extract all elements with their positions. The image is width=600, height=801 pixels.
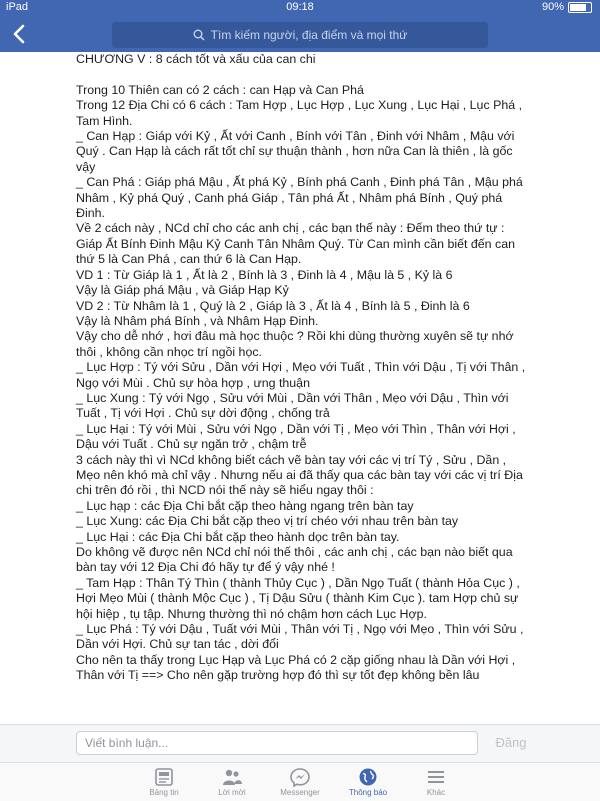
- post-line: _ Can Phá : Giáp phá Mậu , Ất phá Kỷ , Bính phá Canh , Đinh phá Tân , Mậu phá Nhâm , Kỷ phá Quý , Canh phá Giáp , Tân phá Ất , Nhâm phá Bính , Quý phá Đinh.: [76, 175, 527, 221]
- post-line: VD 2 : Từ Nhâm là 1 , Quý là 2 , Giáp là 3 , Ất là 4 , Bính là 5 , Đinh là 6: [76, 298, 470, 313]
- notifications-globe-icon: [357, 766, 379, 788]
- post-line: _ Lục Phá : Tý với Dậu , Tuất với Mùi , Thân với Tị , Ngọ với Mẹo , Thìn với Sửu , Dần với Hợi. Chủ sự tan tác , dời đổi: [76, 622, 527, 652]
- tab-label: Thông báo: [348, 788, 388, 797]
- carrier-label: iPad: [6, 1, 29, 13]
- tab-notifications-globe[interactable]: [334, 763, 402, 801]
- clock: 09:18: [286, 1, 314, 13]
- battery-icon: [568, 2, 592, 13]
- post-line: _ Lục hạp : các Địa Chi bắt cặp theo hàng ngang trên bàn tay: [76, 498, 414, 513]
- post-line: Về 2 cách này , NCd chỉ cho các anh chị , các bạn thế này : Đếm theo thứ tự : Giáp Ất Bính Đinh Mậu Kỷ Canh Tân Nhâm Quý. Từ Can mình cần biết đến can thứ 5 là Can Phá , can thứ 6 là Can Hạp.: [76, 221, 519, 267]
- bottom-tab-bar: [0, 762, 600, 801]
- post-line: _ Tam Hạp : Thân Tý Thìn ( thành Thủy Cục ) , Dần Ngọ Tuất ( thành Hỏa Cục ) , Hợi Mẹo Mùi ( thành Mộc Cục ) , Tị Dậu Sửu ( thành Kim Cục ). tam Hợp chủ sự hội hiệp , tụ tập. Nhưng thường thì nó chậm hơn cách Lục Hợp.: [76, 575, 524, 621]
- top-nav-bar: [0, 16, 600, 52]
- post-line: Vậy là Nhâm phá Bính , và Nhâm Hạp Đinh.: [76, 313, 319, 328]
- post-line: Trong 10 Thiên can có 2 cách : can Hạp và Can Phá: [76, 82, 364, 97]
- status-bar: [0, 0, 600, 16]
- post-comment-button[interactable]: Đăng: [495, 735, 527, 750]
- post-line: _ Lục Xung: các Địa Chi bắt cặp theo vị trí chéo với nhau trên bàn tay: [76, 514, 459, 529]
- post-text: [76, 52, 528, 724]
- post-line: Do không vẽ được nên NCd chỉ nói thế thôi , các anh chị , các bạn nào biết qua bàn tay với 12 Địa Chi đó hãy tự để ý vậy nhé !: [76, 545, 517, 575]
- post-line: Vậy là Giáp phá Mậu , và Giáp Hạp Kỷ: [76, 283, 289, 298]
- back-arrow-icon[interactable]: [8, 22, 32, 46]
- menu-icon: [425, 766, 447, 788]
- post-line: Vậy cho dễ nhớ , hơi đâu mà học thuộc ? Rồi khi dùng thường xuyên sẽ tự nhớ thôi , không cần nhọc trí ngồi học.: [76, 329, 518, 359]
- tab-news-feed[interactable]: [130, 763, 198, 801]
- comment-bar: [0, 724, 600, 763]
- post-line: CHƯƠNG V : 8 cách tốt và xấu của can chi: [76, 52, 316, 66]
- news-feed-icon: [153, 766, 175, 788]
- tab-friend-requests[interactable]: [198, 763, 266, 801]
- battery-indicator: [542, 1, 592, 13]
- search-icon: [193, 29, 205, 41]
- tab-label: Lời mời: [218, 788, 246, 797]
- search-placeholder: Tìm kiếm người, địa điểm và mọi thứ: [210, 28, 408, 42]
- battery-fill: [570, 4, 586, 11]
- tab-label: Bảng tin: [149, 788, 179, 797]
- friend-requests-icon: [221, 766, 243, 788]
- post-line: _ Lục Hại : Tý với Mùi , Sửu với Ngọ , Dần với Tị , Mẹo với Thìn , Thân với Hợi , Dậu với Tuất . Chủ sự ngăn trở , chậm trễ: [76, 421, 520, 452]
- post-line: Cho nên ta thấy trong Lục Hạp và Lục Phá có 2 cặp giống nhau là Dần với Hợi , Thân với Tị ==> Cho nên gặp trường hợp đó thì sự tốt đẹp không bền lâu: [76, 652, 519, 683]
- post-line: 3 cách này thì vì NCd không biết cách vẽ bàn tay với các vị trí Tý , Sửu , Dần , Mẹo nên khó mà chỉ vậy . Nhưng nếu ai đã thấy qua các bàn tay với các vị trí Địa chi trên đó rồi , thì NCD nói thế này sẽ hiểu ngay thôi :: [76, 452, 527, 498]
- comment-input[interactable]: Viết bình luận...: [76, 731, 478, 755]
- search-input[interactable]: [112, 22, 488, 48]
- post-line: _ Lục Xung : Tý với Ngọ , Sửu với Mùi , Dần với Thân , Mẹo với Dậu , Thìn với Tuất , Tị với Hợi . Chủ sự dời động , chống trả: [76, 390, 512, 421]
- tab-messenger[interactable]: [266, 763, 334, 801]
- tab-label: Khác: [426, 788, 446, 797]
- post-line: [76, 67, 528, 82]
- messenger-icon: [289, 766, 311, 788]
- battery-percent: 90%: [541, 1, 564, 13]
- tab-label: Messenger: [280, 788, 320, 797]
- tab-menu[interactable]: [402, 763, 470, 801]
- post-line: _ Lục Hợp : Tý với Sửu , Dần với Hợi , Mẹo với Tuất , Thìn với Dậu , Tị với Thân , Ngọ với Mùi . Chủ sự hòa hợp , ưng thuận: [76, 360, 529, 390]
- post-line: VD 1 : Từ Giáp là 1 , Ất là 2 , Bính là 3 , Đinh là 4 , Mậu là 5 , Kỷ là 6: [76, 267, 453, 282]
- post-line: Trong 12 Địa Chi có 6 cách : Tam Hợp , Lục Hợp , Lục Xung , Lục Hại , Lục Phá , Tam Hình.: [76, 98, 526, 128]
- post-line: _ Can Hạp : Giáp với Kỷ , Ất với Canh , Bính với Tân , Đinh với Nhâm , Mậu với Quý . Can Hạp là cách rất tốt chỉ sự thuận thành , hơn nữa Can là thiên , là gốc vậy: [76, 129, 518, 174]
- post-line: _ Lục Hại : các Địa Chi bắt cặp theo hành dọc trên bàn tay.: [76, 529, 400, 544]
